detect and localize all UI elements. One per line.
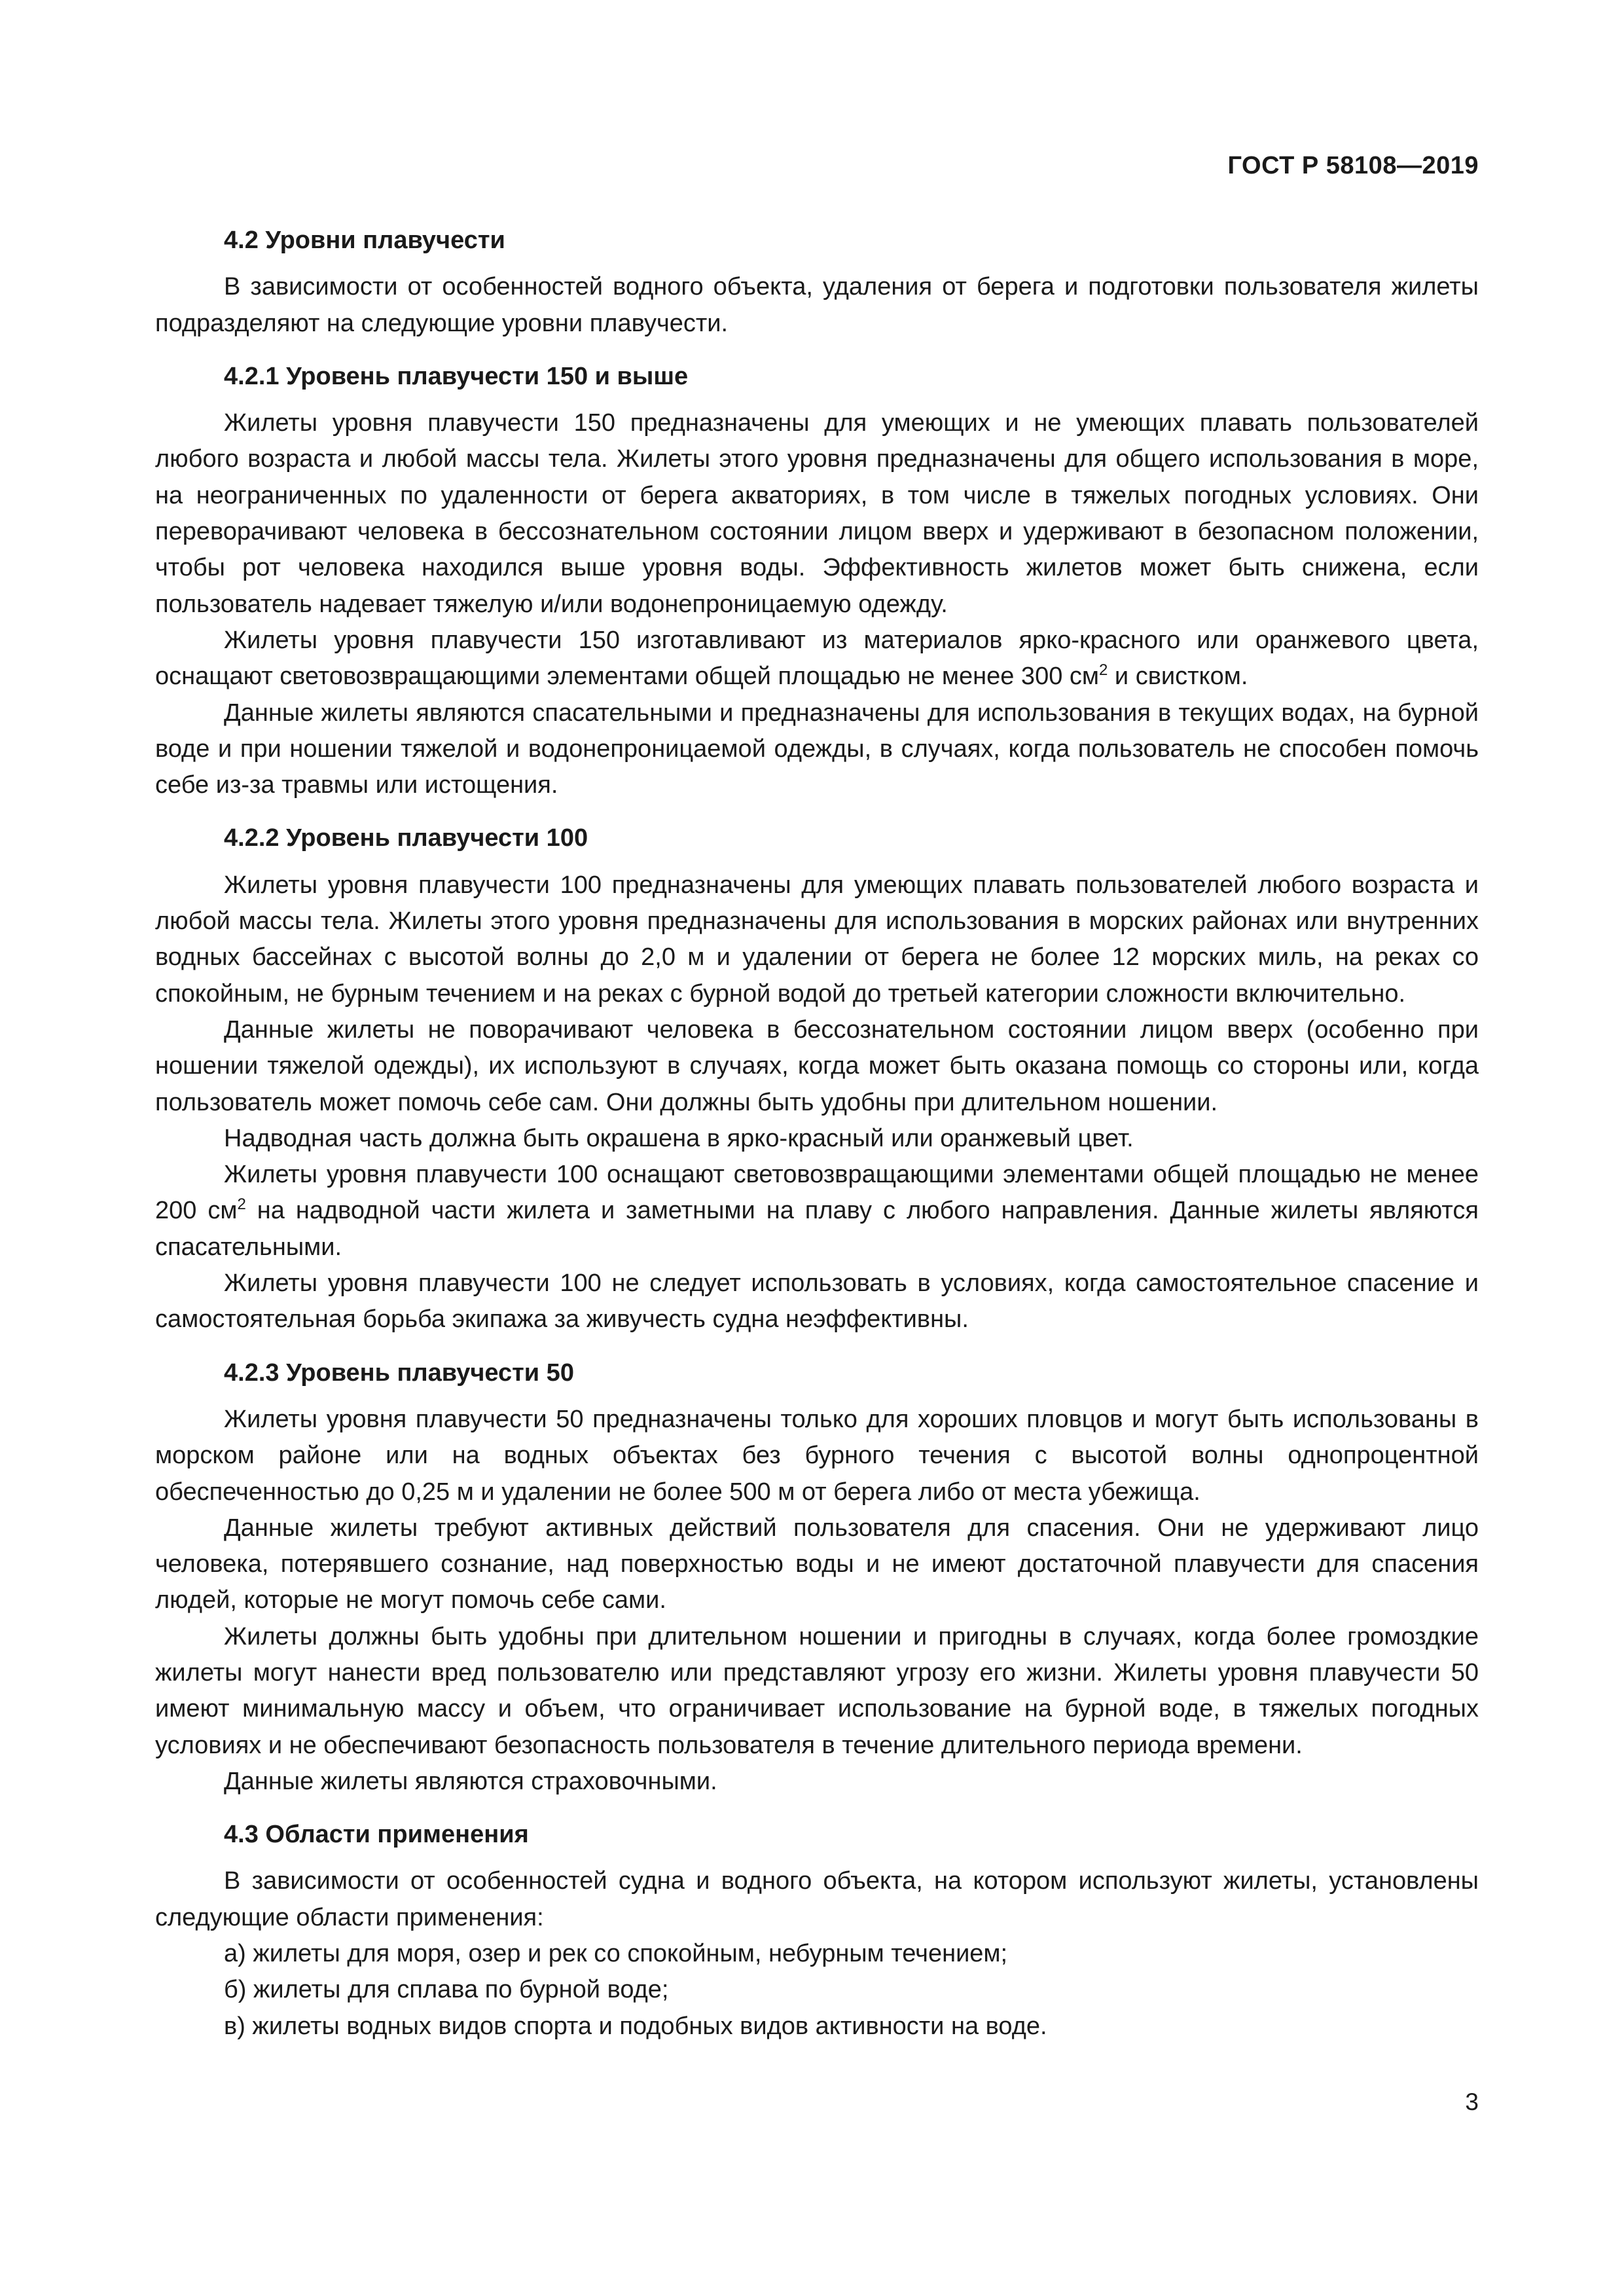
list-item: в) жилеты водных видов спорта и подобных видов активности на воде. [224, 2012, 1047, 2040]
superscript: 2 [237, 1195, 246, 1214]
list-item: а) жилеты для моря, озер и рек со спокойным, небурным течением; [224, 1940, 1008, 1968]
paragraph: Жилеты уровня плавучести 150 предназначены для умеющих и не умеющих плавать пользователей любого возраста и любой массы тела. Жилеты этого уровня предназначены для общего использования в море, на неограниченных по удаленности от берега акваториях, в том числе в тяжелых погодных условиях. Они переворачивают человека в бессознательном состоянии лицом вверх и удерживают в безопасном положении, чтобы рот человека находился выше уровня воды. Эффективность жилетов может быть снижена, если пользователь надевает тяжелую и/или водонепроницаемую одежду. [155, 409, 1479, 618]
section-heading-4-2: 4.2 Уровни плавучести [224, 227, 505, 254]
document-body [155, 223, 1479, 2045]
list-item: б) жилеты для сплава по бурной воде; [224, 1976, 669, 2004]
paragraph: Надводная часть должна быть окрашена в ярко-красный или оранжевый цвет. [224, 1124, 1134, 1152]
superscript: 2 [1099, 661, 1108, 680]
paragraph-text: и свистком. [1108, 663, 1248, 691]
section-heading-4-2-1: 4.2.1 Уровень плавучести 150 и выше [224, 362, 689, 390]
page-number: 3 [1465, 2088, 1479, 2115]
paragraph: Данные жилеты являются спасательными и предназначены для использования в текущих водах, на бурной воде и при ношении тяжелой и водонепроницаемой одежды, в случаях, когда пользователь не способен помочь себе из-за травмы или истощения. [155, 699, 1479, 799]
section-heading-4-2-2: 4.2.2 Уровень плавучести 100 [224, 824, 588, 852]
paragraph: Жилеты должны быть удобны при длительном ношении и пригодны в случаях, когда более громоздкие жилеты могут нанести вред пользователю или представляют угрозу его жизни. Жилеты уровня плавучести 50 имеют минимальную массу и объем, что ограничивает использование на бурной воде, в тяжелых погодных условиях и не обеспечивают безопасность пользователя в течение длительного периода времени. [155, 1622, 1479, 1759]
paragraph: Данные жилеты не поворачивают человека в бессознательном состоянии лицом вверх (особенно при ношении тяжелой одежды), их используют в случаях, когда может быть оказана помощь со стороны или, когда пользователь может помочь себе сам. Они должны быть удобны при длительном ношении. [155, 1015, 1479, 1116]
paragraph: Данные жилеты требуют активных действий пользователя для спасения. Они не удерживают лицо человека, потерявшего сознание, над поверхностью воды и не имеют достаточной плавучести для спасения людей, которые не могут помочь себе сами. [155, 1514, 1479, 1614]
section-heading-4-2-3: 4.2.3 Уровень плавучести 50 [224, 1358, 574, 1387]
paragraph: Жилеты уровня плавучести 50 предназначены только для хороших пловцов и могут быть использованы в морском районе или на водных объектах без бурного течения с высотой волны однопроцентной обеспеченностью до 0,25 м и удалении не более 500 м от берега либо от места убежища. [155, 1405, 1479, 1506]
paragraph [155, 623, 1479, 695]
paragraph-text: на надводной части жилета и заметными на плаву с любого направления. Данные жилеты являются спасательными. [155, 1197, 1479, 1261]
document-code: ГОСТ Р 58108—2019 [1227, 152, 1479, 179]
paragraph: В зависимости от особенностей водного объекта, удаления от берега и подготовки пользователя жилеты подразделяют на следующие уровни плавучести. [155, 273, 1479, 337]
paragraph: Жилеты уровня плавучести 100 предназначены для умеющих плавать пользователей любого возраста и любой массы тела. Жилеты этого уровня предназначены для использования в морских районах или внутренних водных бассейнах с высотой волны до 2,0 м и удалении от берега не более 12 морских миль, на реках со спокойным, не бурным течением и на реках с бурной водой до третьей категории сложности включительно. [155, 871, 1479, 1008]
paragraph-text: Жилеты уровня плавучести 100 оснащают световозвращающими элементами общей площадью не менее 200 см [155, 1161, 1479, 1225]
paragraph [155, 1157, 1479, 1266]
paragraph: Жилеты уровня плавучести 100 не следует использовать в условиях, когда самостоятельное спасение и самостоятельная борьба экипажа за живучесть судна неэффективны. [155, 1269, 1479, 1334]
paragraph-text: Жилеты уровня плавучести 150 изготавливают из материалов ярко-красного или оранжевого цвета, оснащают световозвращающими элементами общей площадью не менее 300 см [155, 626, 1479, 691]
paragraph: В зависимости от особенностей судна и водного объекта, на котором используют жилеты, установлены следующие области применения: [155, 1867, 1479, 1931]
paragraph: Данные жилеты являются страховочными. [224, 1767, 717, 1795]
section-heading-4-3: 4.3 Области применения [224, 1821, 529, 1849]
